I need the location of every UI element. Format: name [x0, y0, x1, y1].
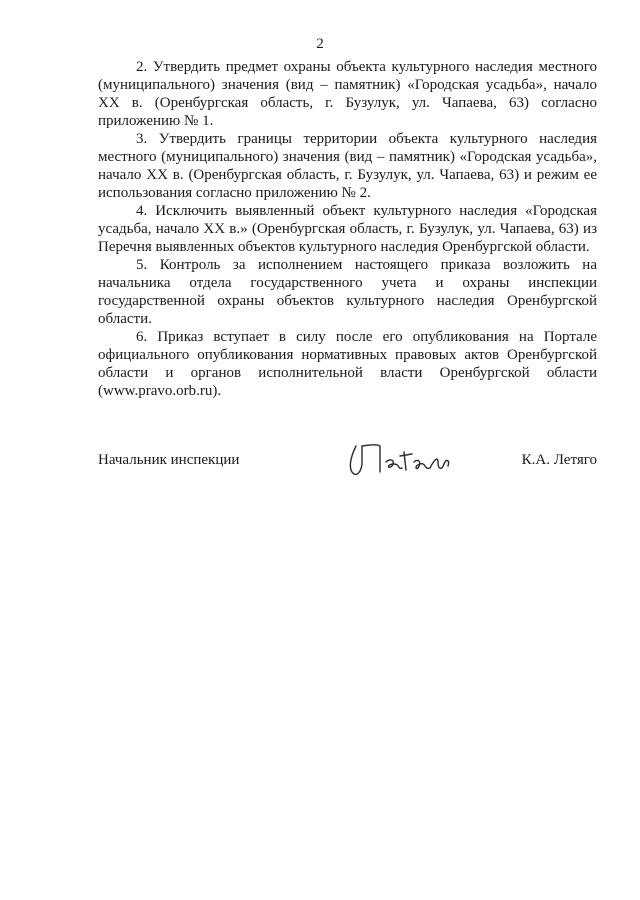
- page-number: 2: [316, 36, 324, 52]
- document-body: [98, 58, 597, 400]
- signatory-title: Начальник инспекции: [98, 452, 240, 468]
- paragraph-item-5: 5. Контроль за исполнением настоящего приказа возложить на начальника отдела государственного учета и охраны инспекции государственной охраны объектов культурного наследия Оренбургской области.: [98, 257, 597, 327]
- paragraph-item-6: 6. Приказ вступает в силу после его опубликования на Портале официального опубликования нормативных правовых актов Оренбургской области и органов исполнительной власти Оренбургской области (www.pravo.orb.ru).: [98, 329, 597, 399]
- paragraph-item-4: 4. Исключить выявленный объект культурного наследия «Городская усадьба, начало ХХ в.» (Оренбургская область, г. Бузулук, ул. Чапаева, 63) из Перечня выявленных объектов культурного наследия Оренбургской области.: [98, 203, 597, 255]
- handwritten-signature: [346, 440, 454, 482]
- signature-block: [98, 440, 597, 490]
- paragraph-item-2: 2. Утвердить предмет охраны объекта культурного наследия местного (муниципального) значения (вид – памятник) «Городская усадьба», начало ХХ в. (Оренбургская область, г. Бузулук, ул. Чапаева, 63) согласно приложению № 1.: [98, 59, 597, 129]
- signatory-name: К.А. Летяго: [521, 452, 597, 468]
- paragraph-item-3: 3. Утвердить границы территории объекта культурного наследия местного (муниципального) значения (вид – памятник) «Городская усадьба», начало ХХ в. (Оренбургская область, г. Бузулук, ул. Чапаева, 63) и режим ее использования согласно приложению № 2.: [98, 131, 597, 201]
